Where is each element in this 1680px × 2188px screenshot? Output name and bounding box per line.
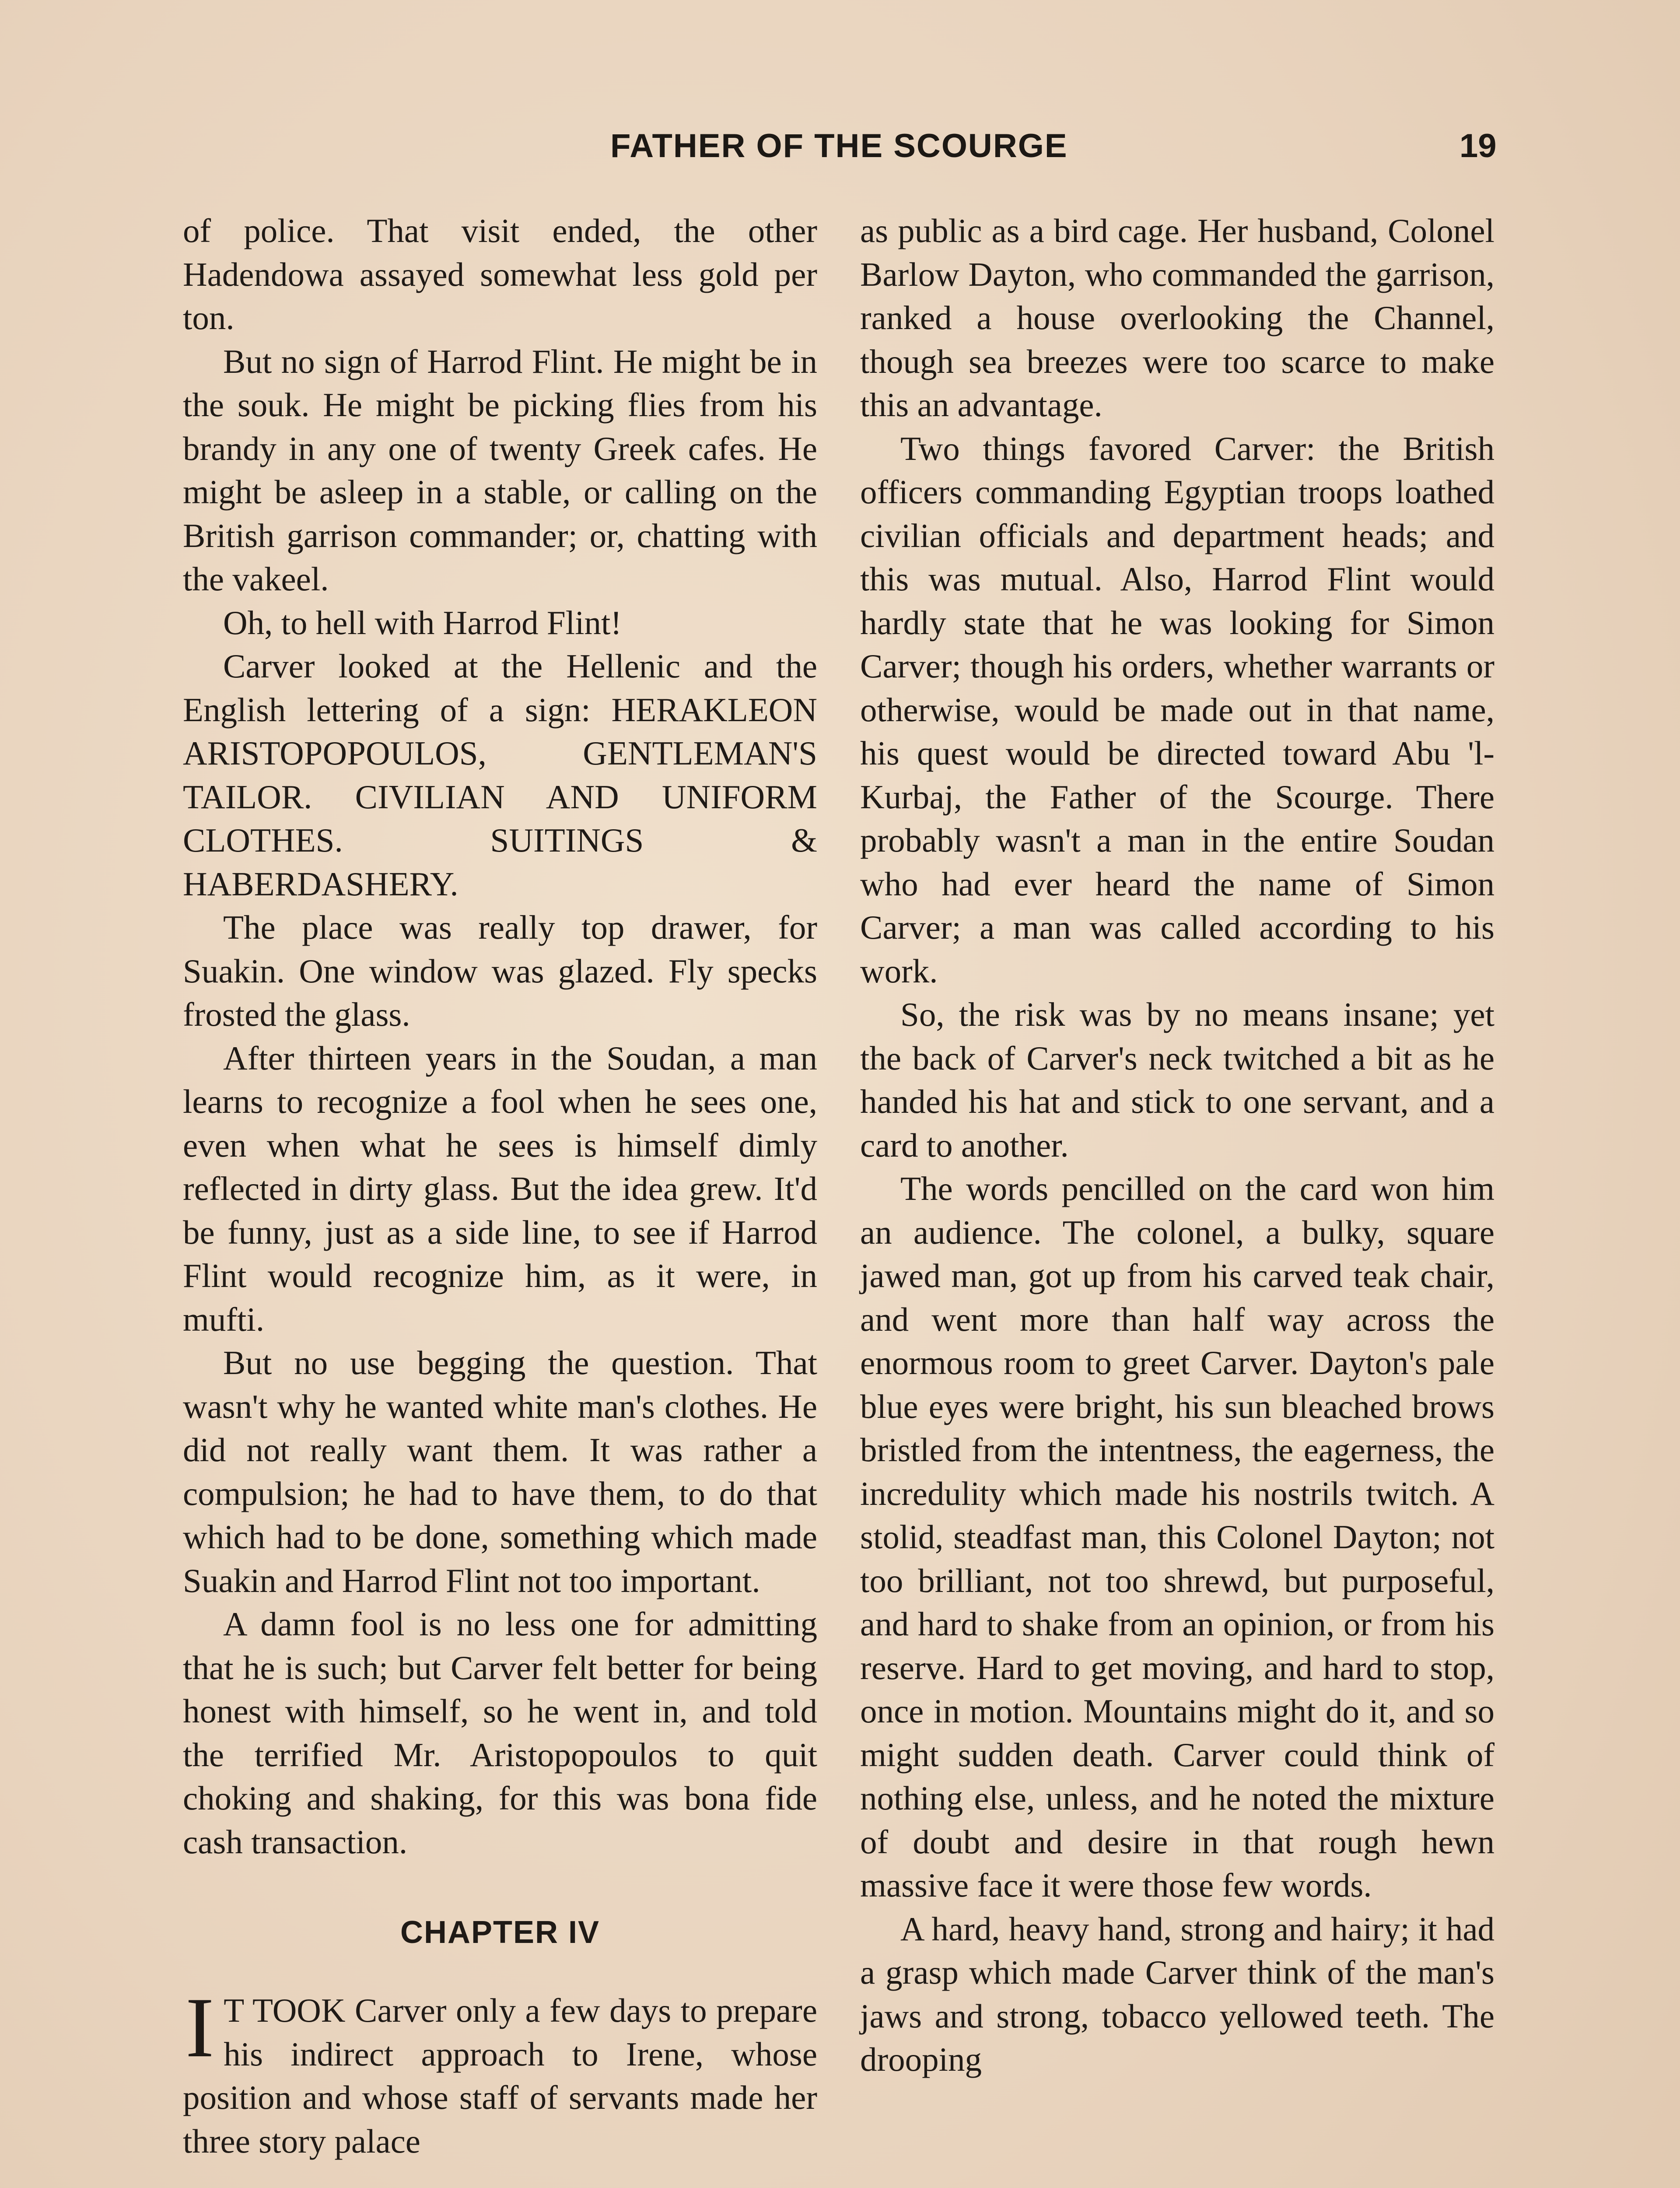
- paragraph: Two things favored Carver: the British officers commanding Egyptian troops loathed civilian officials and department heads; and this was mutual. Also, Harrod Flint would hardly state that he was looking for Simon Carver; though his orders, whether warrants or otherwise, would be made out in that name, his quest would be directed toward Abu 'l-Kurbaj, the Father of the Scourge. There probably wasn't a man in the entire Soudan who had ever heard the name of Simon Carver; a man was called according to his work.: [860, 429, 1494, 990]
- running-header: [0, 0, 1680, 184]
- paragraph: A damn fool is no less one for admitting that he is such; but Carver felt better for being honest with himself, so he went in, and told the terrified Mr. Aristopopoulos to quit choking and shaking, for this was bona fide cash transaction.: [183, 1605, 817, 1861]
- chapter-heading: CHAPTER IV: [400, 1915, 600, 1950]
- paragraph: The words pencilled on the card won him an audience. The colonel, a bulky, square jawed man, got up from his carved teak chair, and went more than half way across the enormous room to greet Carver. Dayton's pale blue eyes were bright, his sun bleached brows bristled from the intentness, the eagerness, the incredulity which made his nostrils twitch. A stolid, steadfast man, this Colonel Dayton; not too brilliant, not too shrewd, but purposeful, and hard to shake from an opinion, or from his reserve. Hard to get moving, and hard to stop, once in motion. Mountains might do it, and so might sudden death. Carver could think of nothing else, unless, and he noted the mixture of doubt and desire in that rough hewn massive face it were those few words.: [860, 1170, 1494, 1904]
- paragraph: But no sign of Harrod Flint. He might be in the souk. He might be picking flies from his brandy in any one of twenty Greek cafes. He might be asleep in a stable, or calling on the British garrison commander; or, chatting with the vakeel.: [183, 342, 817, 598]
- paragraph: A hard, heavy hand, strong and hairy; it had a grasp which made Carver think of the man's jaws and strong, tobacco yellowed teeth. The drooping: [860, 1910, 1494, 2078]
- paragraph: of police. That visit ended, the other Hadendowa assayed somewhat less gold per ton.: [183, 212, 817, 337]
- page-number: 19: [1460, 127, 1497, 165]
- chapter-opening-paragraph: [183, 1980, 817, 2163]
- paragraph: as public as a bird cage. Her husband, Colonel Barlow Dayton, who commanded the garrison, ranked a house overlooking the Channel, though sea breezes were too scarce to make this an advantage.: [860, 212, 1494, 424]
- running-title: FATHER OF THE SCOURGE: [610, 127, 1068, 165]
- left-column: [183, 209, 817, 2163]
- chapter-opening-text: T TOOK Carver only a few days to prepare his indirect approach to Irene, whose position and whose staff of servants made her three story palace: [183, 1992, 817, 2160]
- paragraph: After thirteen years in the Soudan, a man learns to recognize a fool when he sees one, even when what he sees is himself dimly reflected in dirty glass. But the idea grew. It'd be funny, just as a side line, to see if Harrod Flint would recognize him, as it were, in mufti.: [183, 1039, 817, 1338]
- paragraph: The place was really top drawer, for Suakin. One window was glazed. Fly specks frosted the glass.: [183, 908, 817, 1033]
- drop-cap: I: [186, 1980, 214, 2075]
- paragraph: Oh, to hell with Harrod Flint!: [223, 603, 622, 642]
- paragraph: Carver looked at the Hellenic and the English lettering of a sign: HERAKLEON ARISTOPOPOULOS, GENTLEMAN'S TAILOR. CIVILIAN AND UNIFORM CLOTHES. SUITINGS & HABERDASHERY.: [183, 647, 817, 903]
- paragraph: So, the risk was by no means insane; yet the back of Carver's neck twitched a bit as he handed his hat and stick to one servant, and a card to another.: [860, 996, 1494, 1164]
- paragraph: But no use begging the question. That wasn't why he wanted white man's clothes. He did not really want them. It was rather a compulsion; he had to have them, to do that which had to be done, something which made Suakin and Harrod Flint not too important.: [183, 1344, 817, 1599]
- right-column: [860, 209, 1494, 2082]
